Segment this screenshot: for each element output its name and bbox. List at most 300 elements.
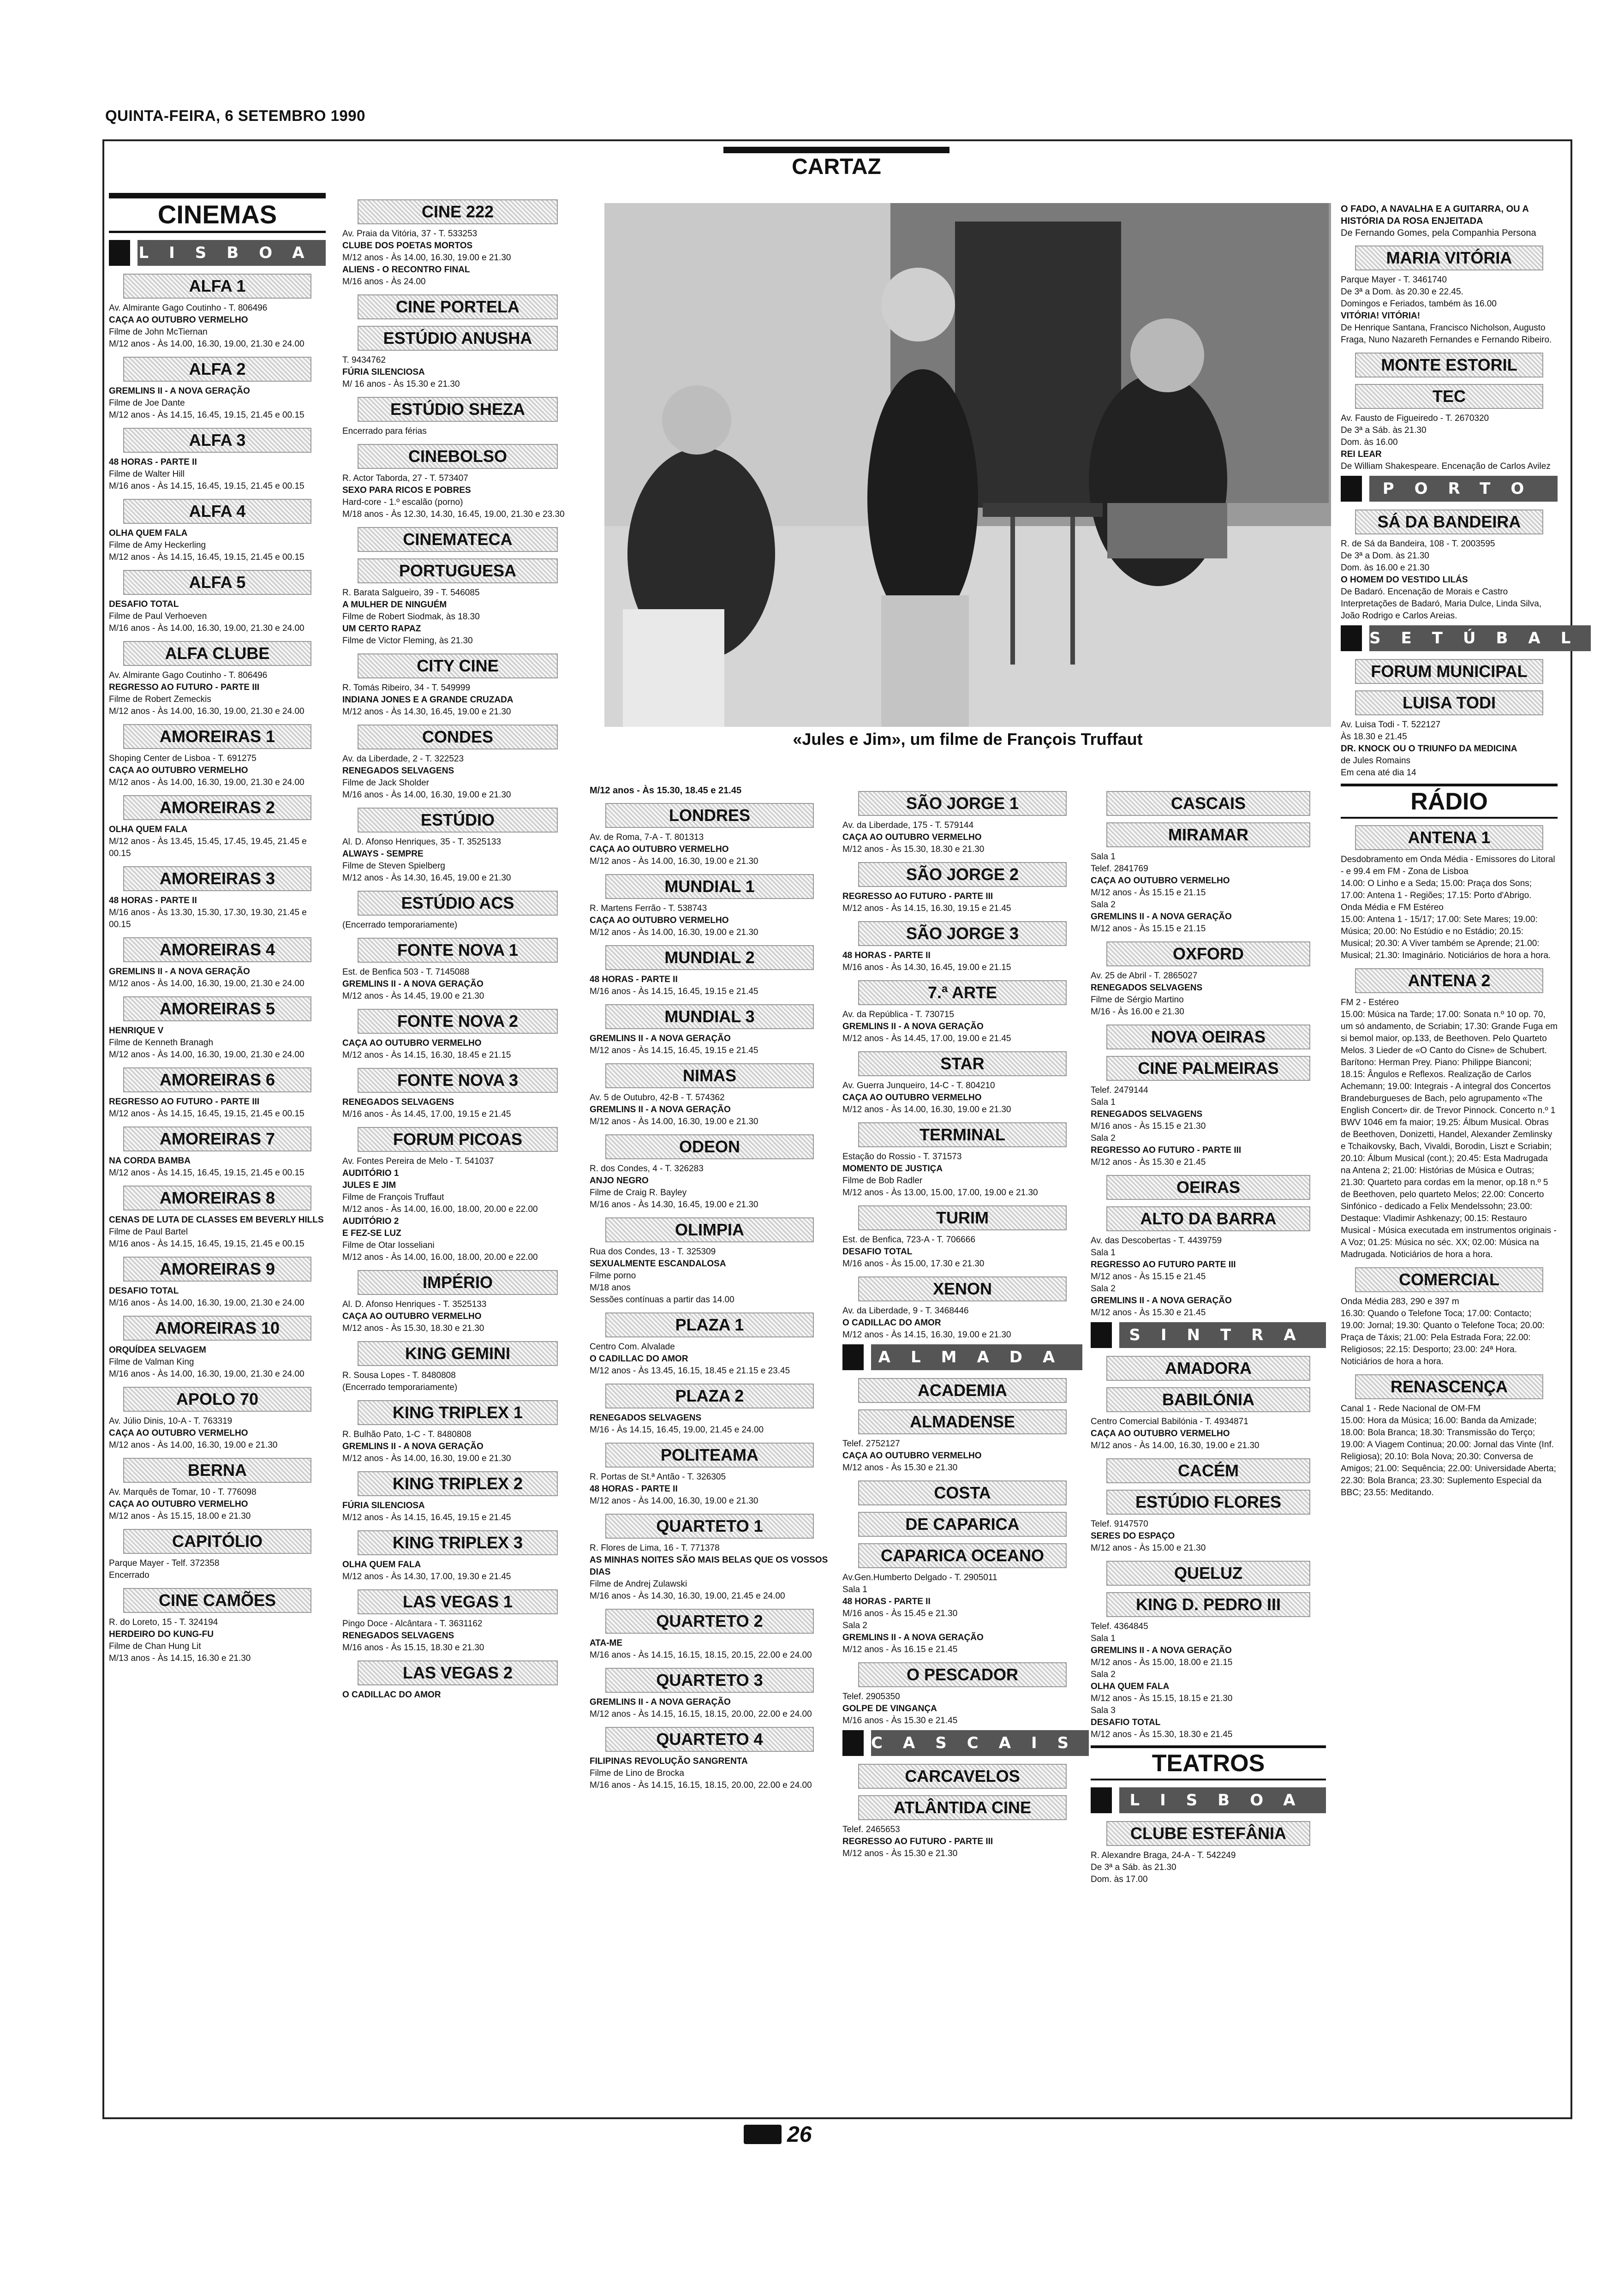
info-line: R. Martens Ferrão - T. 538743 — [590, 904, 707, 913]
venue-name: ALFA 5 — [123, 570, 311, 595]
listing-entry — [342, 1127, 573, 1264]
listing-entry — [842, 980, 1082, 1045]
venue-name: TERMINAL — [858, 1122, 1066, 1147]
title-line: OLHA QUEM FALA — [109, 825, 188, 834]
title-line: REGRESSO AO FUTURO PARTE III — [1091, 1260, 1236, 1270]
info-line: Filme de François Truffaut — [342, 1192, 444, 1202]
listing-entry — [590, 1668, 830, 1720]
listing-entry — [1341, 1267, 1558, 1368]
listing-entry — [1341, 825, 1558, 962]
info-line: Parque Mayer - T. 3461740 — [1341, 275, 1447, 285]
info-line: Telef. 2479144 — [1091, 1085, 1148, 1095]
newspaper-logo — [744, 2125, 782, 2144]
info-line: Av.Gen.Humberto Delgado - T. 2905011 — [842, 1573, 997, 1582]
venue-name: ACADEMIA — [858, 1378, 1066, 1403]
column-cinemas-5 — [1091, 785, 1326, 2118]
venue-name: AMOREIRAS 8 — [123, 1186, 311, 1210]
cartaz-heading: CARTAZ — [723, 147, 949, 181]
venue-name: CINEMATECA — [358, 527, 558, 552]
listing-entry — [842, 1795, 1082, 1860]
title-line: UM CERTO RAPAZ — [342, 624, 421, 634]
venue-name: O PESCADOR — [858, 1662, 1066, 1687]
info-line: Telef. 2905350 — [842, 1692, 900, 1702]
venue-name: COSTA — [858, 1480, 1066, 1505]
info-line: 14.00: O Linho e a Seda; 15.00: Praça dos Sons; 17.00: Antena 1 - Regiões; 17.15: Porto d'Abrigo. — [1341, 879, 1532, 900]
info-line: Pingo Doce - Alcântara - T. 3631162 — [342, 1619, 483, 1629]
venue-name: ANTENA 1 — [1355, 825, 1543, 850]
venue-name: CINE 222 — [358, 199, 558, 224]
info-line: M/12 anos - Às 15.30 e 21.45 — [1091, 1308, 1206, 1318]
venue-name: AMOREIRAS 4 — [123, 937, 311, 962]
venue-name: NIMAS — [605, 1063, 813, 1088]
listing-entry — [342, 199, 573, 288]
page-number: 26 — [787, 2122, 812, 2147]
info-line: M/12 anos - Às 14.00, 16.30, 19.00 e 21.30 — [342, 1454, 511, 1463]
title-line: GREMLINS II - A NOVA GERAÇÃO — [1091, 912, 1232, 922]
listing-entry — [842, 1409, 1082, 1474]
info-line: M/12 anos - Às 14.00, 16.30, 19.00, 21.30 e 24.00 — [109, 778, 304, 787]
listing-entry — [342, 891, 573, 931]
venue-name: RENASCENÇA — [1355, 1374, 1543, 1399]
listing-entry — [842, 1205, 1082, 1270]
venue-name: QUARTETO 4 — [605, 1727, 813, 1752]
info-line: Sala 2 — [842, 1621, 867, 1630]
info-line: Centro Comercial Babilónia - T. 4934871 — [1091, 1417, 1248, 1426]
listing-entry — [590, 1727, 830, 1792]
info-line: M/16 anos - Às 13.30, 15.30, 17.30, 19.30, 21.45 e 00.15 — [109, 908, 307, 929]
venue-name: CITY CINE — [358, 653, 558, 678]
title-line: HERDEIRO DO KUNG-FU — [109, 1630, 214, 1639]
title-line: GREMLINS II - A NOVA GERAÇÃO — [590, 1034, 731, 1043]
venue-name: BERNA — [123, 1458, 311, 1483]
listing-entry — [109, 499, 326, 563]
listing-entry — [109, 1316, 326, 1380]
venue-name: DE CAPARICA — [858, 1512, 1066, 1537]
info-line: R. dos Condes, 4 - T. 326283 — [590, 1164, 704, 1174]
title-line: CAÇA AO OUTUBRO VERMELHO — [109, 1428, 248, 1438]
info-line: Av. Guerra Junqueiro, 14-C - T. 804210 — [842, 1081, 995, 1091]
venue-name: NOVA OEIRAS — [1106, 1025, 1311, 1049]
title-line: GREMLINS II - A NOVA GERAÇÃO — [109, 967, 250, 977]
venue-name: MONTE ESTORIL — [1355, 353, 1543, 378]
listing-entry — [342, 1270, 573, 1335]
info-line: Filme de Robert Siodmak, às 18.30 — [342, 612, 480, 622]
info-line: Sala 1 — [1091, 1097, 1116, 1107]
info-line: M/12 anos - Às 14.15, 16.45, 19.15, 21.45 e 00.15 — [109, 552, 304, 562]
listing-entry — [109, 866, 326, 931]
venue-name: APOLO 70 — [123, 1387, 311, 1412]
listing-entry — [842, 1051, 1082, 1116]
info-line: Interpretações de Badaró, Maria Dulce, Linda Silva, João Rodrigo e Carlos Areias. — [1341, 599, 1542, 621]
title-line: RENEGADOS SELVAGENS — [342, 1097, 454, 1107]
title-line: RENEGADOS SELVAGENS — [1091, 983, 1203, 993]
info-line: M/12 anos - Às 13.00, 15.00, 17.00, 19.00 e 21.30 — [842, 1188, 1038, 1198]
info-line: Encerrado — [109, 1570, 149, 1580]
info-line: Sala 1 — [1091, 1634, 1116, 1643]
listing-entry — [342, 1589, 573, 1654]
info-line: Sala 2 — [1091, 900, 1116, 910]
venue-name: POLITEAMA — [605, 1443, 813, 1468]
info-line: Sala 1 — [842, 1585, 867, 1594]
title-line: CAÇA AO OUTUBRO VERMELHO — [342, 1038, 482, 1048]
info-line: 16.30: Quando o Telefone Toca; 17.00: Contacto; 19.00: Jornal; 19.30: Quanto o Telefone Toca; 20.00: Praça de Táxis; 21.00: Pela Estrada Fora; 22.00: Religiosos; 22.15: Desporto; 23.00: 24ª Hora. Noticiários de hora a hora. — [1341, 1309, 1545, 1366]
listing-entry — [842, 1480, 1082, 1505]
venue-name: ESTÚDIO ACS — [358, 891, 558, 916]
info-line: Dom. às 16.00 e 21.30 — [1341, 563, 1430, 573]
column-cinemas-2 — [342, 193, 573, 2117]
info-line: M/12 anos - Às 14.00, 16.30, 19.00 e 21.30 — [590, 1117, 758, 1127]
listing-entry — [1341, 384, 1558, 473]
title-line: O CADILLAC DO AMOR — [342, 1690, 441, 1700]
info-line: M/16 anos - Às 14.00, 16.30, 19.00, 21.30 e 24.00 — [109, 1298, 304, 1308]
info-line: M/12 anos - Às 15.15, 18.15 e 21.30 — [1091, 1694, 1233, 1703]
title-line: GREMLINS II - A NOVA GERAÇÃO — [1091, 1296, 1232, 1306]
info-line: Av. 5 de Outubro, 42-B - T. 574362 — [590, 1093, 725, 1103]
title-line: REGRESSO AO FUTURO - PARTE III — [109, 1097, 260, 1107]
venue-name: CACÉM — [1106, 1458, 1311, 1483]
listing-entry — [109, 1127, 326, 1179]
info-line: M/12 anos - Às 13.45, 15.45, 17.45, 19.45, 21.45 e 00.15 — [109, 837, 307, 858]
info-line: De William Shakespeare. Encenação de Carlos Avilez — [1341, 461, 1551, 471]
info-line: M/12 anos - Às 14.00, 16.30, 19.00 e 21.30 — [842, 1105, 1011, 1115]
title-line: GREMLINS II - A NOVA GERAÇÃO — [590, 1105, 731, 1115]
listing-entry — [842, 862, 1082, 915]
listing-entry — [342, 1660, 573, 1701]
info-line: M/12 anos - Às 15.15 e 21.15 — [1091, 924, 1206, 934]
info-line: M/12 anos - Às 14.15, 16.45, 19.15, 21.45 e 00.15 — [109, 410, 304, 420]
venue-name: AMOREIRAS 2 — [123, 795, 311, 820]
info-line: Av. da Liberdade, 2 - T. 322523 — [342, 754, 464, 764]
info-line: Al. D. Afonso Henriques, 35 - T. 3525133 — [342, 837, 501, 847]
venue-name: QUARTETO 2 — [605, 1609, 813, 1634]
info-line: Parque Mayer - Telf. 372358 — [109, 1558, 220, 1568]
info-line: Filme de Robert Zemeckis — [109, 695, 211, 704]
info-line: M/12 anos - Às 15.30, 18.30 e 21.45 — [1091, 1730, 1233, 1739]
info-line: Estação do Rossio - T. 371573 — [842, 1152, 962, 1162]
info-line: Filme de Lino de Brocka — [590, 1768, 684, 1778]
title-line: GREMLINS II - A NOVA GERAÇÃO — [1091, 1646, 1232, 1655]
title-line: GREMLINS II - A NOVA GERAÇÃO — [342, 1442, 484, 1451]
listing-entry — [842, 1122, 1082, 1199]
venue-name: ALFA 3 — [123, 428, 311, 453]
info-line: M/16 anos - Às 15.00, 17.30 e 21.30 — [842, 1259, 985, 1269]
title-line: E FEZ-SE LUZ — [342, 1228, 401, 1238]
title-line: 48 HORAS - PARTE II — [590, 1484, 678, 1494]
info-line: M/12 anos - Às 14.30, 16.45, 19.00 e 21.30 — [342, 873, 511, 883]
title-line: O CADILLAC DO AMOR — [590, 1354, 688, 1364]
info-line: Filme porno — [590, 1271, 636, 1281]
listing-entry — [590, 1063, 830, 1128]
title-line: REGRESSO AO FUTURO - PARTE III — [1091, 1145, 1242, 1155]
info-line: Telef. 4364845 — [1091, 1622, 1148, 1631]
listing-entry — [109, 1186, 326, 1250]
venue-name: ESTÚDIO — [358, 808, 558, 833]
listing-entry — [590, 1514, 830, 1602]
info-line: Às 18.30 e 21.45 — [1341, 732, 1407, 742]
venue-name: LONDRES — [605, 803, 813, 828]
listing-entry — [590, 1609, 830, 1661]
listing-entry — [590, 1384, 830, 1436]
info-line: Est. de Benfica, 723-A - T. 706666 — [842, 1235, 976, 1245]
title-line: CAÇA AO OUTUBRO VERMELHO — [590, 845, 729, 854]
info-line: Filme de Chan Hung Lit — [109, 1642, 201, 1651]
listing-entry — [590, 1004, 830, 1057]
title-line: FÚRIA SILENCIOSA — [342, 367, 425, 377]
info-line: Filme de Paul Bartel — [109, 1227, 188, 1237]
info-line: M/12 anos - Às 15.00 e 21.30 — [1091, 1543, 1206, 1553]
venue-name: ODEON — [605, 1134, 813, 1159]
venue-name: KING TRIPLEX 3 — [358, 1530, 558, 1555]
info-line: M/16 anos - Às 14.15, 16.15, 18.15, 20.00, 22.00 e 24.00 — [590, 1780, 812, 1790]
listing-entry — [590, 1312, 830, 1377]
title-line: ALIENS - O RECONTRO FINAL — [342, 265, 470, 275]
info-line: Filme de Kenneth Branagh — [109, 1038, 214, 1048]
title-line: RENEGADOS SELVAGENS — [1091, 1109, 1203, 1119]
info-line: M/12 anos - Às 15.15 e 21.15 — [1091, 888, 1206, 898]
listing-entry — [342, 725, 573, 801]
info-line: Est. de Benfica 503 - T. 7145088 — [342, 967, 470, 977]
title-line: SEXUALMENTE ESCANDALOSA — [590, 1259, 726, 1269]
listing-entry — [109, 996, 326, 1061]
venue-name: LUISA TODI — [1355, 690, 1543, 715]
info-line: M/ 16 anos - Às 15.30 e 21.30 — [342, 379, 460, 389]
venue-name: CINE PALMEIRAS — [1106, 1056, 1311, 1081]
info-line: Filme de Amy Heckerling — [109, 540, 206, 550]
info-line: Filme de Walter Hill — [109, 469, 185, 479]
listing-entry — [342, 1341, 573, 1394]
venue-name: CINE CAMÕES — [123, 1588, 311, 1613]
title-line: JULES E JIM — [342, 1180, 396, 1190]
venue-name: SÁ DA BANDEIRA — [1355, 509, 1543, 534]
info-line: M/16 anos - Às 14.00, 16.30, 19.00, 21.30 e 24.00 — [109, 1369, 304, 1379]
listing-entry — [109, 1588, 326, 1665]
listing-entry — [109, 428, 326, 492]
venue-name: MARIA VITÓRIA — [1355, 246, 1543, 270]
info-line: Sala 2 — [1091, 1133, 1116, 1143]
venue-name: CINEBOLSO — [358, 444, 558, 469]
info-line: M/12 anos - Às 15.00, 18.00 e 21.15 — [1091, 1658, 1233, 1667]
title-line: OLHA QUEM FALA — [342, 1560, 421, 1570]
venue-name: AMOREIRAS 9 — [123, 1257, 311, 1282]
info-line: Av. Fontes Pereira de Melo - T. 541037 — [342, 1156, 494, 1166]
teatros-heading: TEATROS — [1091, 1745, 1326, 1780]
listing-entry — [1091, 791, 1326, 816]
listing-entry — [109, 357, 326, 421]
info-line: M/12 anos - Às 14.00, 16.30, 19.00 e 21.30 — [342, 253, 511, 263]
venue-name: AMADORA — [1106, 1356, 1311, 1381]
title-line: GREMLINS II - A NOVA GERAÇÃO — [842, 1022, 984, 1031]
title-line: MOMENTO DE JUSTIÇA — [842, 1164, 943, 1174]
venue-name: SÃO JORGE 3 — [858, 921, 1066, 946]
info-line: R. Alexandre Braga, 24-A - T. 542249 — [1091, 1851, 1236, 1860]
photo-caption: «Jules e Jim», um filme de François Truffaut — [793, 730, 1143, 749]
info-line: M/16 anos - Às 14.15, 16.45, 19.15 e 21.45 — [590, 987, 758, 996]
listing-entry — [842, 921, 1082, 974]
info-line: Sala 3 — [1091, 1706, 1116, 1715]
title-line: CENAS DE LUTA DE CLASSES EM BEVERLY HILLS — [109, 1215, 324, 1225]
venue-name: PORTUGUESA — [358, 558, 558, 583]
title-line: INDIANA JONES E A GRANDE CRUZADA — [342, 695, 513, 705]
venue-name: MUNDIAL 3 — [605, 1004, 813, 1029]
info-line: M/16 anos - Às 24.00 — [342, 277, 426, 287]
venue-name: ALFA 2 — [123, 357, 311, 382]
venue-name: QUARTETO 3 — [605, 1668, 813, 1693]
title-line: 48 HORAS - PARTE II — [842, 1597, 931, 1606]
venue-name: CAPITÓLIO — [123, 1529, 311, 1554]
info-line: R. Sousa Lopes - T. 8480808 — [342, 1371, 456, 1380]
info-line: M/12 anos - Às 14.00, 16.30, 19.00 e 21.30 — [1091, 1441, 1260, 1450]
title-line: RENEGADOS SELVAGENS — [342, 766, 454, 776]
info-line: Sala 1 — [1091, 852, 1116, 862]
info-line: (Encerrado temporariamente) — [342, 920, 458, 930]
listing-entry — [342, 558, 573, 647]
info-line: Filme de Jack Sholder — [342, 778, 429, 788]
title-line: ALWAYS - SEMPRE — [342, 849, 424, 859]
cinemas-title: CINEMAS — [109, 193, 326, 233]
listing-entry — [842, 1276, 1082, 1341]
info-line: M/16 anos - Às 14.30, 16.45, 19.00 e 21.15 — [842, 963, 1011, 972]
listing-entry — [109, 1257, 326, 1309]
info-line: Av. Júlio Dinis, 10-A - T. 763319 — [109, 1416, 233, 1426]
info-line: R. Bulhão Pato, 1-C - T. 8480808 — [342, 1430, 472, 1439]
info-line: M/12 anos - Às 14.00, 16.00, 18.00, 20.00 e 22.00 — [342, 1204, 538, 1214]
intro-line: O FADO, A NAVALHA E A GUITARRA, OU A HISTÓRIA DA ROSA ENJEITADA — [1341, 204, 1529, 226]
city-banner-lisboa: LISBOA — [109, 239, 326, 267]
info-line: Filme de Joe Dante — [109, 398, 185, 408]
intro-line: M/12 anos - Às 15.30, 18.45 e 21.45 — [590, 785, 742, 796]
listing-entry — [342, 1009, 573, 1061]
listing-entry — [342, 527, 573, 552]
listing-entry — [590, 803, 830, 868]
venue-name: AMOREIRAS 5 — [123, 996, 311, 1021]
venue-name: AMOREIRAS 6 — [123, 1067, 311, 1092]
listing-entry — [1091, 1175, 1326, 1200]
venue-name: CAPARICA OCEANO — [858, 1543, 1066, 1568]
title-line: DESAFIO TOTAL — [109, 1286, 179, 1296]
listing-entry — [342, 326, 573, 390]
info-line: Av. 25 de Abril - T. 2865027 — [1091, 971, 1198, 981]
title-line: CAÇA AO OUTUBRO VERMELHO — [1091, 1429, 1230, 1438]
info-line: (Encerrado temporariamente) — [342, 1383, 458, 1392]
title-line: REGRESSO AO FUTURO - PARTE III — [842, 1837, 993, 1846]
intro-line: De Fernando Gomes, pela Companhia Persona — [1341, 228, 1536, 238]
title-line: CAÇA AO OUTUBRO VERMELHO — [109, 766, 248, 775]
title-line: AS MINHAS NOITES SÃO MAIS BELAS QUE OS VOSSOS DIAS — [590, 1555, 828, 1577]
title-line: NA CORDA BAMBA — [109, 1156, 191, 1166]
info-line: De 3ª a Dom. às 21.30 — [1341, 551, 1429, 561]
title-line: CAÇA AO OUTUBRO VERMELHO — [109, 1499, 248, 1509]
listing-entry — [342, 1471, 573, 1524]
listing-entry — [342, 294, 573, 319]
listing-entry — [1341, 659, 1558, 684]
info-line: M/12 anos - Às 14.00, 16.30, 19.00, 21.30 e 24.00 — [109, 1050, 304, 1060]
title-line: DESAFIO TOTAL — [109, 599, 179, 609]
info-line: M/12 anos - Às 15.30 e 21.45 — [1091, 1157, 1206, 1167]
venue-name: OEIRAS — [1106, 1175, 1311, 1200]
venue-name: FORUM MUNICIPAL — [1355, 659, 1543, 684]
title-line: CAÇA AO OUTUBRO VERMELHO — [342, 1312, 482, 1321]
listing-entry — [1091, 1821, 1326, 1886]
title-line: DESAFIO TOTAL — [1091, 1718, 1161, 1727]
listing-entry — [590, 945, 830, 998]
info-line: de Jules Romains — [1341, 756, 1411, 766]
dateline: QUINTA-FEIRA, 6 SETEMBRO 1990 — [105, 107, 365, 124]
title-line: DESAFIO TOTAL — [842, 1247, 913, 1257]
info-line: Av. Praia da Vitória, 37 - T. 533253 — [342, 229, 478, 239]
venue-name: ALTO DA BARRA — [1106, 1206, 1311, 1231]
venue-name: LAS VEGAS 2 — [358, 1660, 558, 1685]
venue-name: PLAZA 2 — [605, 1384, 813, 1408]
venue-name: PLAZA 1 — [605, 1312, 813, 1337]
listing-entry — [109, 795, 326, 860]
info-line: M/16 anos - Às 14.15, 16.45, 19.15, 21.45 e 00.15 — [109, 1239, 304, 1249]
title-line: SEXO PARA RICOS E POBRES — [342, 485, 471, 495]
info-line: Dom. às 17.00 — [1091, 1875, 1148, 1884]
info-line: Filme de Bob Radler — [842, 1176, 923, 1186]
venue-name: AMOREIRAS 3 — [123, 866, 311, 891]
info-line: Encerrado para férias — [342, 426, 427, 436]
info-line: M/16 anos - Às 15.15 e 21.30 — [1091, 1121, 1206, 1131]
venue-name: SÃO JORGE 2 — [858, 862, 1066, 887]
venue-name: LAS VEGAS 1 — [358, 1589, 558, 1614]
title-line: AUDITÓRIO 1 — [342, 1168, 399, 1178]
info-line: M/13 anos - Às 14.15, 16.30 e 21.30 — [109, 1654, 251, 1663]
venue-name: TURIM — [858, 1205, 1066, 1230]
venue-name: XENON — [858, 1276, 1066, 1301]
info-line: T. 9434762 — [342, 355, 386, 365]
info-line: Domingos e Feriados, também às 16.00 — [1341, 299, 1497, 309]
info-line: M/12 anos - Às 14.00, 16.30, 19.00, 21.30 e 24.00 — [109, 339, 304, 349]
listing-entry — [1091, 1056, 1326, 1168]
venue-name: CLUBE ESTEFÂNIA — [1106, 1821, 1311, 1846]
venue-name: FONTE NOVA 3 — [358, 1068, 558, 1093]
info-line: De 3ª a Sáb. às 21.30 — [1091, 1863, 1176, 1872]
title-line: CAÇA AO OUTUBRO VERMELHO — [1091, 876, 1230, 886]
info-line: R. Actor Taborda, 27 - T. 573407 — [342, 473, 468, 483]
venue-name: MUNDIAL 1 — [605, 874, 813, 899]
listing-entry — [842, 1512, 1082, 1537]
title-line: 48 HORAS - PARTE II — [109, 896, 197, 905]
title-line: CAÇA AO OUTUBRO VERMELHO — [109, 315, 248, 325]
column-teatros-radio — [1341, 203, 1591, 2118]
info-line: M/16 anos - Às 14.30, 16.30, 19.00, 21.45 e 24.00 — [590, 1591, 785, 1601]
info-line: Telef. 9147570 — [1091, 1519, 1148, 1529]
info-line: M/12 anos - Às 14.15, 16.30, 19.15 e 21.45 — [842, 904, 1011, 913]
info-line: Av. Marquês de Tomar, 10 - T. 776098 — [109, 1487, 257, 1497]
info-line: M/16 - Às 14.15, 16.45, 19.00, 21.45 e 24.00 — [590, 1425, 764, 1435]
city-banner-sintra: SINTRA — [1091, 1321, 1326, 1349]
info-line: M/18 anos - Às 12.30, 14.30, 16.45, 19.00, 21.30 e 23.30 — [342, 509, 565, 519]
title-line: ORQUÍDEA SELVAGEM — [109, 1345, 206, 1355]
listing-entry — [1091, 822, 1326, 935]
info-line: Telef. 2465653 — [842, 1825, 900, 1834]
title-line: 48 HORAS - PARTE II — [109, 457, 197, 467]
listing-entry — [109, 1458, 326, 1522]
listing-entry — [109, 274, 326, 350]
venue-name: ESTÚDIO ANUSHA — [358, 326, 558, 351]
venue-name: ESTÚDIO FLORES — [1106, 1490, 1311, 1515]
info-line: M/12 anos - Às 14.30, 17.00, 19.30 e 21.45 — [342, 1572, 511, 1582]
listing-entry — [590, 1134, 830, 1211]
title-line: GREMLINS II - A NOVA GERAÇÃO — [590, 1697, 731, 1707]
venue-name: KING TRIPLEX 2 — [358, 1471, 558, 1496]
venue-name: ESTÚDIO SHEZA — [358, 397, 558, 422]
info-line: R. Flores de Lima, 16 - T. 771378 — [590, 1543, 720, 1553]
info-line: M/12 anos - Às 13.45, 16.15, 18.45 e 21.15 e 23.45 — [590, 1366, 790, 1376]
info-line: M/16 anos - Às 14.00, 16.30, 19.00 e 21.30 — [342, 790, 511, 800]
info-line: M/18 anos — [590, 1283, 631, 1293]
info-line: M/12 anos - Às 14.00, 16.30, 19.00 e 21.30 — [590, 857, 758, 866]
